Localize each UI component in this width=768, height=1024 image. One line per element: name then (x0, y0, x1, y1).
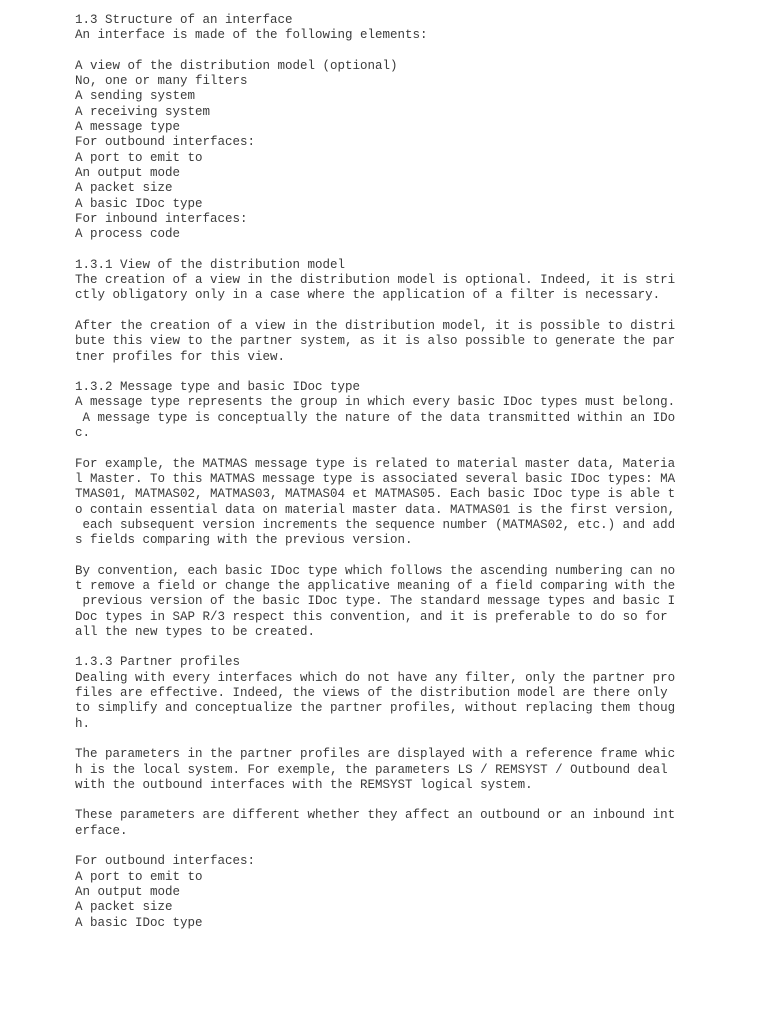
text-line: c. (75, 426, 91, 441)
blank-line (75, 44, 695, 59)
text-line: An output mode (75, 165, 181, 180)
text-line: An output mode (75, 884, 181, 899)
blank-line (75, 441, 695, 456)
text-line: A packet size (75, 900, 173, 915)
text-line: h is the local system. For exemple, the parameters LS / REMSYST / Outbound deal (75, 762, 668, 777)
text-line: TMAS01, MATMAS02, MATMAS03, MATMAS04 et MATMAS05. Each basic IDoc type is able t (75, 487, 676, 502)
text-line: 1.3.1 View of the distribution model (75, 257, 346, 272)
text-line: 1.3.2 Message type and basic IDoc type (75, 380, 361, 395)
text-line: erface. (75, 823, 128, 838)
text-line: The creation of a view in the distribution model is optional. Indeed, it is stri (75, 273, 676, 288)
text-line: A basic IDoc type (75, 915, 203, 930)
text-line: A message type (75, 120, 181, 135)
text-line: files are effective. Indeed, the views of the distribution model are there only (75, 686, 668, 701)
text-line: By convention, each basic IDoc type which follows the ascending numbering can no (75, 563, 676, 578)
text-line: Dealing with every interfaces which do not have any filter, only the partner pro (75, 670, 676, 685)
text-line: A basic IDoc type (75, 196, 203, 211)
text-line: For outbound interfaces: (75, 854, 256, 869)
text-line: These parameters are different whether they affect an outbound or an inbound int (75, 808, 676, 823)
text-line: previous version of the basic IDoc type. The standard message types and basic I (75, 594, 676, 609)
text-line: A process code (75, 227, 181, 242)
text-line: all the new types to be created. (75, 624, 316, 639)
text-line: h. (75, 716, 91, 731)
blank-line (75, 839, 695, 854)
text-line: A packet size (75, 181, 173, 196)
blank-line (75, 793, 695, 808)
text-line: For example, the MATMAS message type is related to material master data, Materia (75, 456, 676, 471)
text-line: t remove a field or change the applicative meaning of a field comparing with the (75, 578, 676, 593)
blank-line (75, 548, 695, 563)
text-line: s fields comparing with the previous version. (75, 533, 413, 548)
text-line: to simplify and conceptualize the partner profiles, without replacing them thoug (75, 701, 676, 716)
blank-line (75, 304, 695, 319)
blank-line (75, 732, 695, 747)
text-line: o contain essential data on material master data. MATMAS01 is the first version, (75, 502, 676, 517)
blank-line (75, 242, 695, 257)
text-line: A message type is conceptually the nature of the data transmitted within an IDo (75, 410, 676, 425)
document-page (75, 13, 695, 931)
text-line: 1.3.3 Partner profiles (75, 655, 241, 670)
text-line: 1.3 Structure of an interface (75, 13, 293, 27)
text-line: A sending system (75, 89, 196, 104)
text-line: l Master. To this MATMAS message type is associated several basic IDoc types: MA (75, 471, 676, 486)
text-line: For inbound interfaces: (75, 211, 248, 226)
text-line: each subsequent version increments the sequence number (MATMAS02, etc.) and add (75, 517, 676, 532)
text-line: The parameters in the partner profiles are displayed with a reference frame whic (75, 747, 676, 762)
text-line: with the outbound interfaces with the REMSYST logical system. (75, 777, 533, 792)
text-line: After the creation of a view in the distribution model, it is possible to distri (75, 318, 676, 333)
text-line: A port to emit to (75, 869, 203, 884)
blank-line (75, 365, 695, 380)
text-line: bute this view to the partner system, as it is also possible to generate the par (75, 334, 676, 349)
text-line: A receiving system (75, 104, 211, 119)
text-line: Doc types in SAP R/3 respect this convention, and it is preferable to do so for (75, 609, 668, 624)
text-line: A port to emit to (75, 150, 203, 165)
text-line: For outbound interfaces: (75, 135, 256, 150)
text-line: A view of the distribution model (optional) (75, 58, 398, 73)
text-line: A message type represents the group in which every basic IDoc types must belong. (75, 395, 676, 410)
text-line: No, one or many filters (75, 74, 248, 89)
text-line: An interface is made of the following elements: (75, 28, 428, 43)
text-line: tner profiles for this view. (75, 349, 286, 364)
text-line: ctly obligatory only in a case where the application of a filter is necessary. (75, 288, 661, 303)
blank-line (75, 640, 695, 655)
